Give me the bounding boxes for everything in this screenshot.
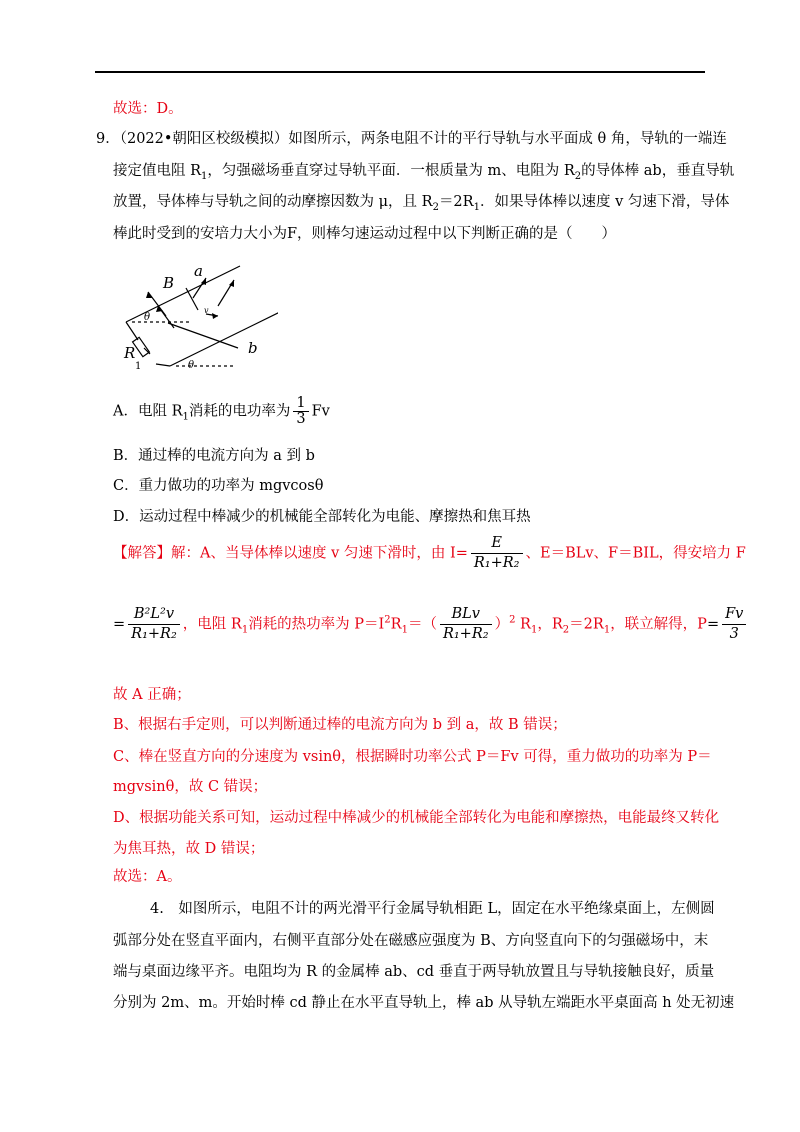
answer-line-2: = $\frac{\text{B²L²v}}{\text{R₁+R₂}}$ ，电阻 $R_1$消耗的热功率为 $P=I^2R_1=$（ $\frac{\text{BLv}}{\text{R₁+R₂}}$ ）$^2$ $R_1$，$R_2=2R_1$，联立解得，P= $\frac{Fv}{3}$ xyxy=(113,605,749,644)
answer-line-6: mgvsinθ，故 C 错误； xyxy=(113,779,268,795)
q4-line-4: 分别为 2m、m。开始时棒 cd 静止在水平直导轨上，棒 ab 从导轨左端距水平桌面高 h 处无初速 xyxy=(113,995,735,1011)
label-theta-top: θ xyxy=(144,312,151,323)
incline-rail-diagram xyxy=(118,258,278,380)
label-R: R xyxy=(124,344,136,362)
option-b: B．通过棒的电流方向为 a 到 b xyxy=(113,448,315,464)
q9-line-2: 接定值电阻 $R_1$，匀强磁场垂直穿过导轨平面．一根质量为 m、电阻为 $R_2$的导体棒 ab，垂直导轨 xyxy=(113,163,735,182)
answer-line-7: D、根据功能关系可知，运动过程中棒减少的机械能全部转化为电能和摩擦热，电能最终又转化 xyxy=(113,810,720,826)
label-a: a xyxy=(194,262,203,280)
answer-line-9: 故选：A。 xyxy=(113,869,182,885)
previous-answer: 故选：D。 xyxy=(113,101,183,117)
label-R-sub: 1 xyxy=(135,361,142,372)
answer-line-1: 【解答】解：A、当导体棒以速度 v 匀速下滑时，由 I= $\frac{E}{\text{R₁+R₂}}$ 、E＝BLv、F＝BIL，得安培力 F xyxy=(113,535,746,571)
label-v: v xyxy=(204,306,209,315)
option-c: C．重力做功的功率为 mgvcosθ xyxy=(113,478,324,494)
q9-line-4: 棒此时受到的安培力大小为F，则棒匀速运动过程中以下判断正确的是（ ） xyxy=(113,226,617,242)
answer-line-4: B、根据右手定则，可以判断通过棒的电流方向为 b 到 a，故 B 错误； xyxy=(113,717,567,733)
q9-line-1: 9．（2022•朝阳区校级模拟）如图所示，两条电阻不计的平行导轨与水平面成 θ 角，导轨的一端连 xyxy=(96,131,727,147)
answer-line-3: 故 A 正确； xyxy=(113,687,191,703)
q4-line-2: 弧部分处在竖直平面内，右侧平直部分处在磁感应强度为 B、方向竖直向下的匀强磁场中，末 xyxy=(113,933,709,949)
label-B: B xyxy=(163,274,175,292)
label-theta-bottom: θ xyxy=(188,360,195,371)
answer-line-8: 为焦耳热，故 D 错误； xyxy=(113,841,265,857)
q4-line-1: 4. 如图所示，电阻不计的两光滑平行金属导轨相距 L，固定在水平绝缘桌面上，左侧圆 xyxy=(150,901,715,917)
option-d: D．运动过程中棒减少的机械能全部转化为电能、摩擦热和焦耳热 xyxy=(113,509,531,525)
header-rule xyxy=(95,71,705,73)
q9-line-3: 放置，导体棒与导轨之间的动摩擦因数为 μ，且 $R_2=2R_1$．如果导体棒以速度 v 匀速下滑，导体 xyxy=(113,194,730,213)
label-b: b xyxy=(248,339,258,357)
option-a: A．电阻 $R_1$消耗的电功率为 $\frac{1}{3}$ Fv xyxy=(113,395,330,427)
answer-line-5: C、棒在竖直方向的分速度为 vsinθ，根据瞬时功率公式 P＝Fv 可得，重力做功的功率为 P＝ xyxy=(113,749,712,765)
q4-line-3: 端与桌面边缘平齐。电阻均为 R 的金属棒 ab、cd 垂直于两导轨放置且与导轨接触良好，质量 xyxy=(113,964,715,980)
